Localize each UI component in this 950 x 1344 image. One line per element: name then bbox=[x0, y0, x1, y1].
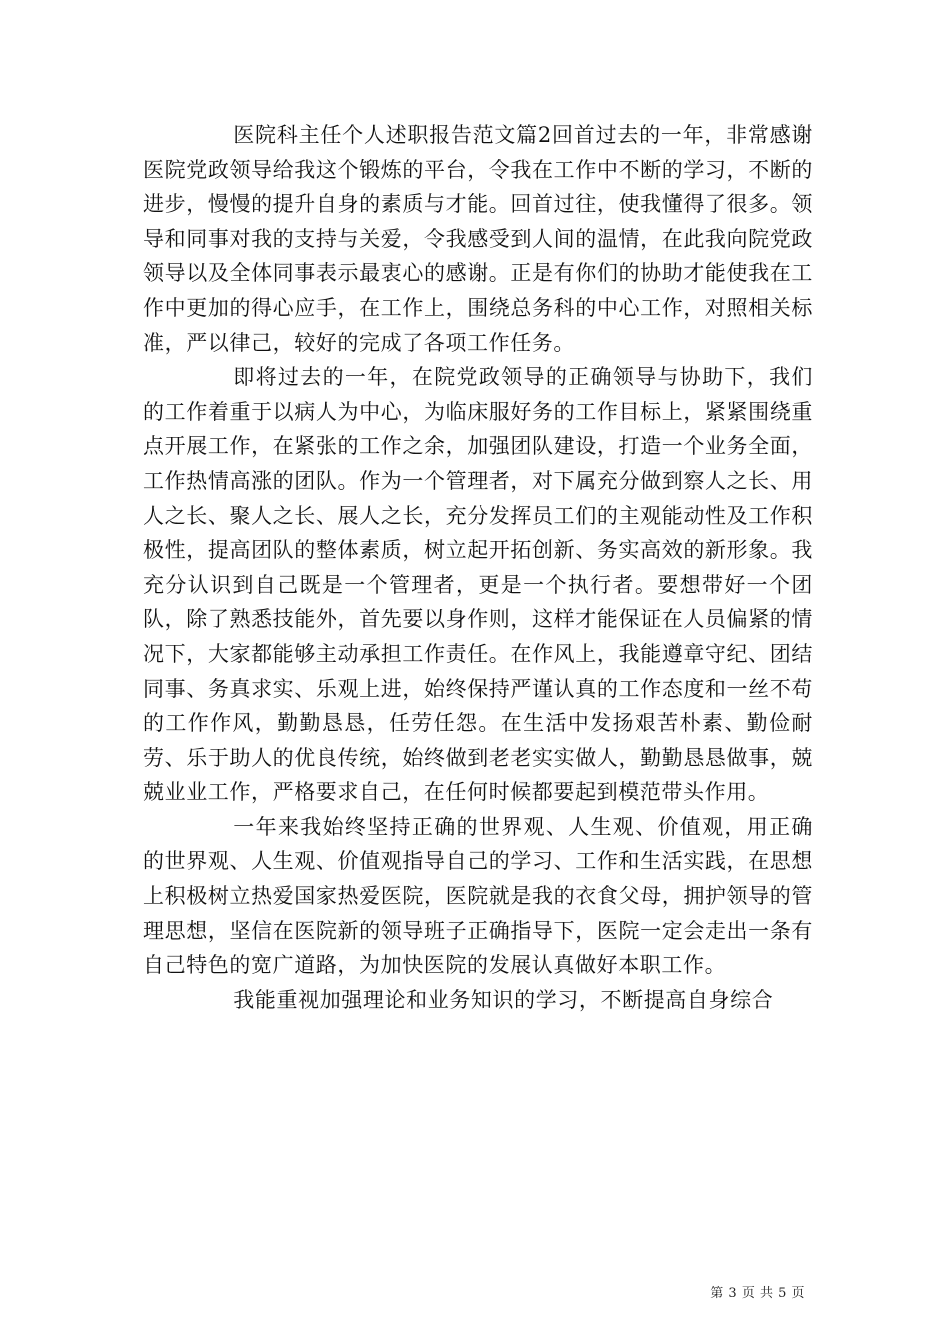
paragraph-3: 一年来我始终坚持正确的世界观、人生观、价值观，用正确的世界观、人生观、价值观指导自己的学习、工作和生活实践，在思想上积极树立热爱国家热爱医院，医院就是我的衣食父母，拥护领导的管理思想，坚信在医院新的领导班子正确指导下，医院一定会走出一条有自己特色的宽广道路，为加快医院的发展认真做好本职工作。 bbox=[143, 814, 813, 978]
page-number-footer: 第 3 页 共 5 页 bbox=[710, 1286, 805, 1301]
paragraph-2: 即将过去的一年，在院党政领导的正确领导与协助下，我们的工作着重于以病人为中心，为临床服好务的工作目标上，紧紧围绕重点开展工作，在紧张的工作之余，加强团队建设，打造一个业务全面，工作热情高涨的团队。作为一个管理者，对下属充分做到察人之长、用人之长、聚人之长、展人之长，充分发挥员工们的主观能动性及工作积极性，提高团队的整体素质，树立起开拓创新、务实高效的新形象。我充分认识到自己既是一个管理者，更是一个执行者。要想带好一个团队，除了熟悉技能外，首先要以身作则，这样才能保证在人员偏紧的情况下，大家都能够主动承担工作责任。在作风上，我能遵章守纪、团结同事、务真求实、乐观上进，始终保持严谨认真的工作态度和一丝不苟的工作作风，勤勤恳恳，任劳任怨。在生活中发扬艰苦朴素、勤俭耐劳、乐于助人的优良传统，始终做到老老实实做人，勤勤恳恳做事，兢兢业业工作，严格要求自己，在任何时候都要起到模范带头作用。 bbox=[143, 365, 813, 805]
paragraph-1: 医院科主任个人述职报告范文篇2回首过去的一年，非常感谢医院党政领导给我这个锻炼的平台，令我在工作中不断的学习，不断的进步，慢慢的提升自身的素质与才能。回首过往，使我懂得了很多。领导和同事对我的支持与关爱，令我感受到人间的温情，在此我向院党政领导以及全体同事表示最衷心的感谢。正是有你们的协助才能使我在工作中更加的得心应手，在工作上，围绕总务科的中心工作，对照相关标准，严以律己，较好的完成了各项工作任务。 bbox=[143, 123, 813, 355]
paragraph-4: 我能重视加强理论和业务知识的学习，不断提高自身综合 bbox=[233, 987, 774, 1012]
document-body bbox=[143, 118, 813, 1017]
